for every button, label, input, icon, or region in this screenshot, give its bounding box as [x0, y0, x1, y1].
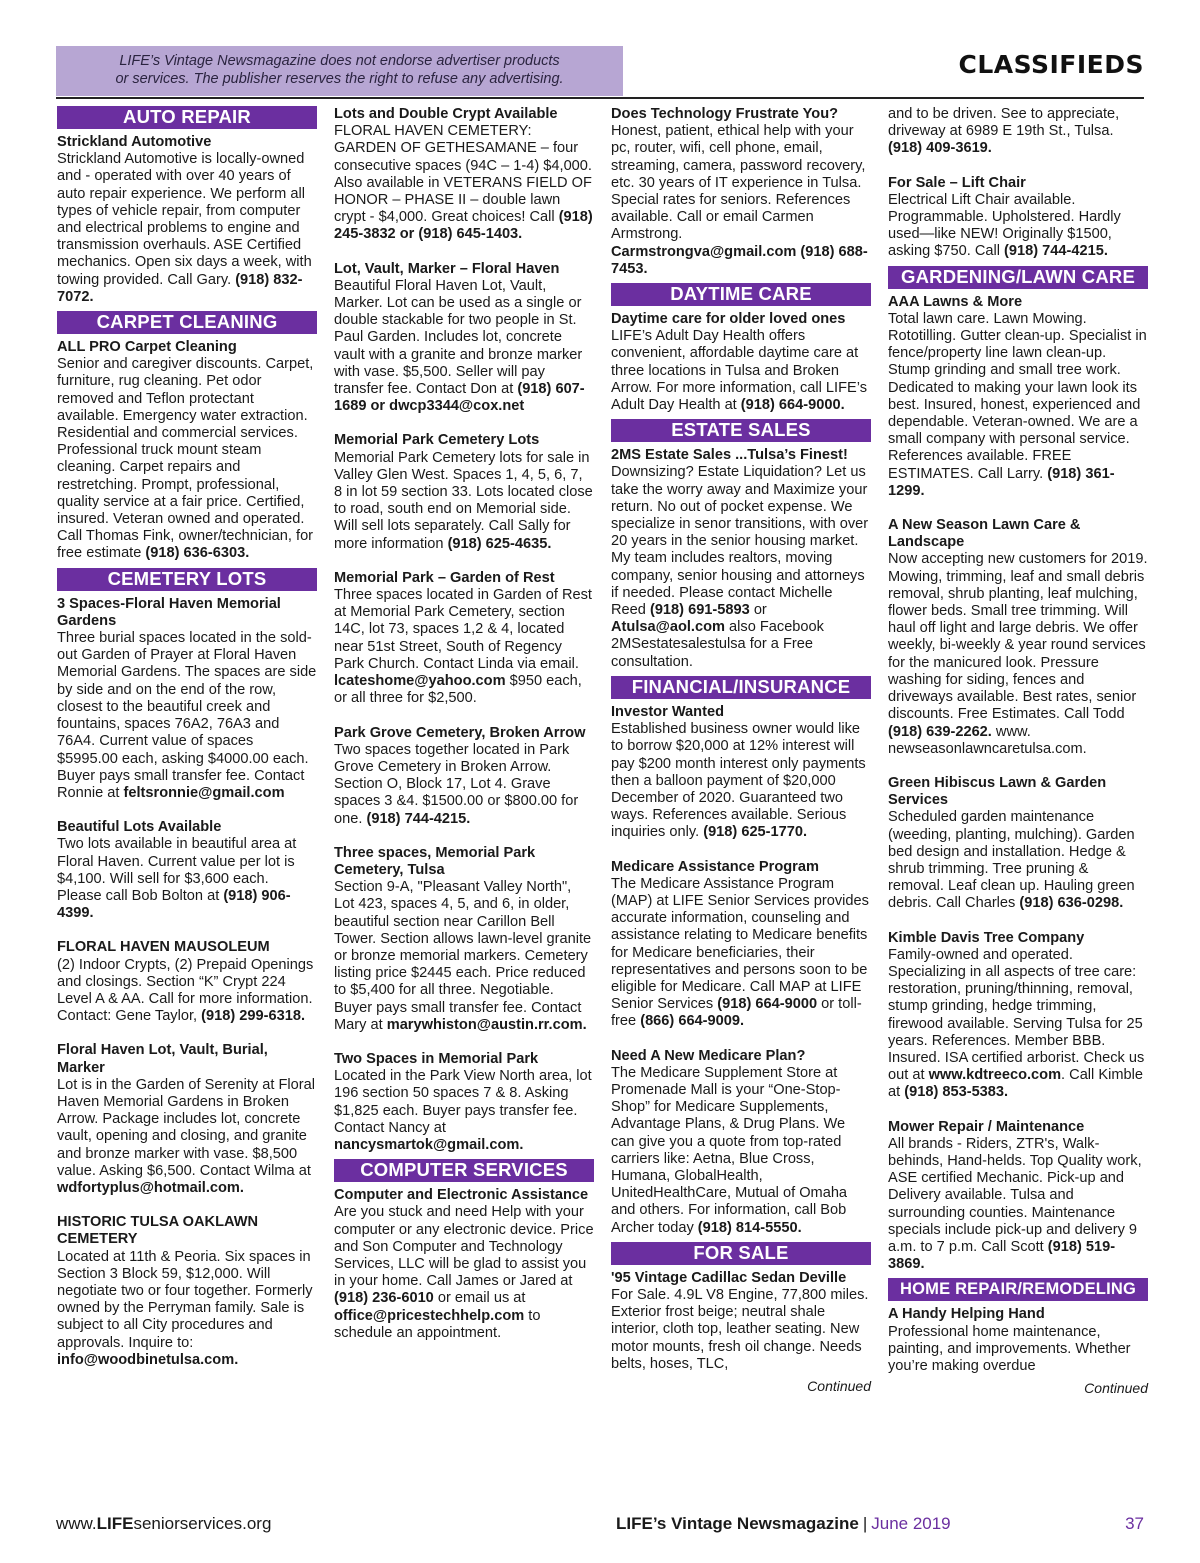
ad-contact[interactable]: lcateshome@yahoo.com [334, 673, 506, 690]
ad-body: Located at 11th & Peoria. Six spaces in Section 3 Block 59, $12,000. Will negotiate two or four together. Formerly owned by the Perryman family. Sale is subject to all City procedures and approvals. Inquire to: [57, 1248, 313, 1351]
ad-body: Professional home maintenance, painting, and improvements. Whether you’re making overdue [888, 1323, 1131, 1374]
ad-body: and to be driven. See to appreciate, driveway at 6989 E 19th St., Tulsa. [888, 106, 1120, 140]
ad-contact[interactable]: (918) 744-4215. [366, 810, 471, 827]
ad-contact[interactable]: (918) 639-2262. [888, 723, 992, 740]
ad-body: Located in the Park View North area, lot 196 section 50 spaces 7 & 8. Asking $1,825 each. Buyer pays transfer fee. Contact Nancy at [334, 1068, 592, 1136]
classified-ad [334, 1187, 594, 1342]
ad-contact[interactable]: (918) 236-6010 [334, 1290, 434, 1307]
classified-ad [57, 134, 317, 306]
continued-label: Continued [807, 1378, 871, 1394]
ad-body: (2) Indoor Crypts, (2) Prepaid Openings and closings. Section “K” Crypt 224 Level A & AA. Call for more information. Contact: Gene Taylor, [57, 956, 314, 1025]
category-header: COMPUTER SERVICES [334, 1159, 594, 1182]
category-header: CARPET CLEANING [57, 311, 317, 334]
continued-label: Continued [1084, 1380, 1148, 1397]
ad-body-cont: $950 each, or all three for $2,500. [334, 673, 582, 707]
ad-contact[interactable]: nancysmartok@gmail.com. [334, 1136, 524, 1153]
classified-ad [57, 819, 317, 922]
ad-heading: Green Hibiscus Lawn & Garden Services [888, 774, 1107, 809]
classified-ad [334, 106, 594, 244]
classified-ad [57, 1042, 317, 1197]
section-title: CLASSIFIEDS [958, 50, 1144, 79]
ad-body-cont: . Call Kimble at [888, 1067, 1143, 1101]
ad-heading: Need A New Medicare Plan? [611, 1047, 806, 1064]
category-header: FOR SALE [611, 1242, 871, 1265]
ad-heading: Medicare Assistance Program [611, 858, 819, 875]
ad-contact[interactable]: (918) 245-3832 or (918) 645-1403. [334, 209, 593, 243]
classified-ad [334, 845, 594, 1034]
ad-heading: AAA Lawns & More [888, 293, 1023, 310]
classified-ad [888, 775, 1148, 913]
ad-body: Senior and caregiver discounts. Carpet, furniture, rug cleaning. Pet odor removed and Teflon protectant available. Emergency water extraction. Residential and commercial services. Professional truck mount steam cleaning. Carpet repairs and restretching. Prompt, professional, quality service at a fair price. Certified, insured. Veteran owned and operated. Call Thomas Fink, owner/technician, for free estimate [57, 356, 314, 562]
ad-body: Total lawn care. Lawn Mowing. Rototilling. Gutter clean-up. Specialist in fence/property line lawn clean-up. Stump grinding and small tree work. Dedicated to making your lawn look its best. Insured, honest, experienced and dependable. Veteran-owned. We are a small company with personal service. References available. FREE ESTIMATES. Call Larry. [888, 310, 1147, 482]
ad-heading: Park Grove Cemetery, Broken Arrow [334, 724, 586, 741]
ad-heading: Memorial Park Cemetery Lots [334, 432, 540, 449]
ad-heading: Mower Repair / Maintenance [888, 1118, 1085, 1135]
ad-contact[interactable]: (918) 409-3619. [888, 140, 992, 157]
ad-contact[interactable]: feltsronnie@gmail.com [123, 784, 285, 801]
ad-body: Electrical Lift Chair available. Programmable. Upholstered. Hardly used—like NEW! Originally $1500, asking $750. Call [888, 191, 1121, 260]
ad-body: FLORAL HAVEN CEMETERY: GARDEN OF GETHESAMANE – four consecutive spaces (94C – 1-4) $4,000. Also available in VETERANS FIELD OF HONOR – PHASE II – double lawn crypt - $4,000. Great choices! Call [334, 123, 592, 226]
ad-heading: Lot, Vault, Marker – Floral Haven [334, 260, 560, 277]
ad-body-cont: also Facebook 2MSestatesalestulsa for a Free consultation. [611, 619, 824, 670]
ad-heading: Floral Haven Lot, Vault, Burial, Marker [57, 1042, 268, 1076]
ad-contact[interactable]: (918) 906-4399. [57, 887, 291, 922]
classified-ad [888, 1306, 1148, 1375]
ad-body: Three burial spaces located in the sold-out Garden of Prayer at Floral Haven Memorial Gardens. The spaces are side by side and on the end of the row, closest to the beautiful creek and fountains, spaces 76A2, 76A3 and 76A4. Current value of spaces $5995.00 each, asking $4000.00 each. Buyer pays small transfer fee. Contact Ronnie at [57, 630, 317, 801]
ad-body-cont: or email us at [433, 1290, 526, 1307]
ad-contact[interactable]: office@pricestechhelp.com [334, 1307, 525, 1324]
classified-ad [888, 294, 1148, 500]
ad-body: Strickland Automotive is locally-owned and - operated with over 40 years of auto repair experience. We perform all types of vehicle repair, from computer and electrical problems to engine and transmission overhauls. ASE Certified mechanics. Open six days a week, with towing provided. Call Gary. [57, 151, 312, 288]
classified-ad [888, 517, 1148, 758]
ad-body: The Medicare Assistance Program (MAP) at LIFE Senior Services provides accurate information, counseling and assistance relating to Medicare benefits for Medicare beneficiaries, their representatives and persons soon to be eligible for Medicare. Call MAP at LIFE Senior Services [611, 875, 869, 1013]
classified-ad [611, 1048, 871, 1237]
classified-ad [888, 175, 1148, 261]
classified-ad [611, 859, 871, 1031]
classified-ad [888, 1119, 1148, 1274]
ad-body-cont: or [749, 602, 767, 619]
ad-contact[interactable]: (918) 636-0298. [1019, 895, 1124, 912]
classified-ad [888, 106, 1148, 158]
ad-heading: ALL PRO Carpet Cleaning [57, 339, 237, 356]
ad-contact[interactable]: (918) 361-1299. [888, 465, 1115, 499]
ad-contact[interactable]: Carmstrongva@gmail.com (918) 688-7453. [611, 243, 868, 277]
column-1 [57, 106, 317, 1386]
classified-ad [334, 725, 594, 828]
category-header: CEMETERY LOTS [57, 568, 317, 591]
ad-contact[interactable]: Atulsa@aol.com [611, 619, 725, 636]
ad-body-cont: www. newseasonlawncaretulsa.com. [888, 723, 1087, 757]
classified-ad [611, 704, 871, 842]
category-header: DAYTIME CARE [611, 283, 871, 306]
ad-contact[interactable]: (918) 744-4215. [1004, 243, 1108, 260]
ad-body: Now accepting new customers for 2019. Mowing, trimming, leaf and small debris removal, shrub planting, leaf mulching, flower beds. Small tree trimming. Will haul off light and large debris. We offer weekly, bi-weekly & year round services for the manicured look. Pressure washing for siding, fences and driveways available. Best rates, senior discounts. Free Estimates. Call Todd [888, 551, 1148, 723]
ad-heading: Two Spaces in Memorial Park [334, 1050, 539, 1067]
disclaimer-line-1: LIFE’s Vintage Newsmagazine does not endorse advertiser products [119, 53, 560, 69]
ad-body: Family-owned and operated. Specializing in all aspects of tree care: restoration, pruning/thinning, removal, stump grinding, hedge trimming, firewood available. Serving Tulsa for 25 years. References. Member BBB. Insured. ISA certified arborist. Check us out at [888, 946, 1145, 1084]
ad-heading: 3 Spaces-Floral Haven Memorial Gardens [57, 595, 281, 629]
category-header: AUTO REPAIR [57, 106, 317, 129]
footer-website[interactable]: www.LIFEseniorservices.org [56, 1514, 272, 1533]
page-number: 37 [1125, 1514, 1144, 1533]
footer-date: June 2019 [871, 1514, 951, 1533]
ad-contact[interactable]: (918) 832-7072. [57, 271, 303, 305]
ad-heading: FLORAL HAVEN MAUSOLEUM [57, 939, 270, 956]
classified-ad [334, 261, 594, 416]
ad-heading: For Sale – Lift Chair [888, 174, 1026, 191]
classified-ad [611, 447, 871, 671]
ad-body: LIFE’s Adult Day Health offers convenient, affordable daytime care at three locations in Tulsa and Broken Arrow. For more information, call LIFE’s Adult Day Health at [611, 328, 868, 414]
ad-heading: Kimble Davis Tree Company [888, 929, 1085, 946]
disclaimer-banner [56, 46, 623, 96]
ad-contact[interactable]: (918) 299-6318. [201, 1008, 305, 1025]
ad-heading: 2MS Estate Sales ...Tulsa’s Finest! [611, 447, 848, 464]
ad-contact[interactable]: (866) 664-9009. [640, 1013, 745, 1030]
classified-ad [57, 339, 317, 563]
classified-ad [57, 939, 317, 1025]
ad-heading: Does Technology Frustrate You? [611, 106, 839, 122]
category-header: ESTATE SALES [611, 419, 871, 442]
ad-body: Section 9-A, "Pleasant Valley North", Lot 423, spaces 4, 5, and 6, in older, beautiful section near Carillon Bell Tower. Section allows lawn-level granite or bronze memorial markers. Cemetery listing price $2445 each. Price reduced to $5,400 for all three. Negotiable. Buyer pays small transfer fee. Contact Mary at [334, 879, 592, 1033]
ad-contact[interactable]: www.kdtreeco.com [928, 1067, 1062, 1084]
column-2 [334, 106, 594, 1359]
ad-body: Downsizing? Estate Liquidation? Let us take the worry away and Maximize your return. No out of pocket expense. We specialize in senor transitions, with over 20 years in the senior housing market. My team includes realtors, moving company, senior housing and attorneys if needed. Please contact Michelle Reed [611, 464, 869, 619]
ad-heading: Daytime care for older loved ones [611, 311, 846, 328]
classified-ad [334, 432, 594, 552]
ad-body-cont: to schedule an appointment. [334, 1307, 541, 1341]
category-header: FINANCIAL/INSURANCE [611, 676, 871, 699]
ad-body: Honest, patient, ethical help with your pc, router, wifi, cell phone, email, streaming, camera, password recovery, etc. 30 years of IT experience in Tulsa. Special rates for seniors. References available. Call or email Carmen Armstrong. [611, 123, 866, 243]
ad-heading: A Handy Helping Hand [888, 1306, 1045, 1323]
ad-body: Memorial Park Cemetery lots for sale in Valley Glen West. Spaces 1, 4, 5, 6, 7, 8 in lot 59 section 33. Lots located close to road, south end on Memorial side. Will sell lots separately. Call Sally for more information [334, 449, 593, 552]
classified-ad [611, 311, 871, 414]
ad-contact[interactable]: (918) 625-1770. [703, 824, 808, 841]
ad-contact[interactable]: wdfortyplus@hotmail.com. [57, 1179, 244, 1196]
classified-ad [611, 1270, 871, 1373]
column-4 [888, 106, 1148, 1397]
ad-heading: Beautiful Lots Available [57, 819, 222, 836]
category-header: HOME REPAIR/REMODELING [888, 1278, 1148, 1301]
ad-contact[interactable]: (918) 607-1689 or dwcp3344@cox.net [334, 381, 585, 415]
ad-body: Lot is in the Garden of Serenity at Floral Haven Memorial Gardens in Broken Arrow. Package includes lot, concrete vault, opening and closing, and granite and bronze marker with vase. $8,500 value. Asking $6,500. Contact Wilma at [57, 1076, 315, 1179]
ad-body-cont: or toll-free [611, 996, 862, 1030]
ad-contact[interactable]: (918) 853-5383. [904, 1084, 1009, 1101]
ad-body: Three spaces located in Garden of Rest at Memorial Park Cemetery, section 14C, lot 73, spaces 1,2 & 4, located near 51st Street, South of Regency Park Church. Contact Linda via email. [334, 587, 592, 672]
ad-body: For Sale. 4.9L V8 Engine, 77,800 miles. Exterior frost beige; neutral shale interior, cloth top, leather seating. New motor mounts, fresh oil change. Needs belts, hoses, TLC, [611, 1286, 869, 1372]
classified-ad [334, 1051, 594, 1154]
ad-heading: HISTORIC TULSA OAKLAWN CEMETERY [57, 1214, 259, 1248]
page-footer [56, 1514, 1144, 1536]
ad-body: All brands - Riders, ZTR's, Walk-behinds, Hand-helds. Top Quality work, ASE certified Mechanic. Pick-up and Delivery available. Tulsa and surrounding counties. Maintenance specials include pick-up and delivery 9 a.m. to 7 p.m. Call Scott [888, 1135, 1142, 1255]
category-header: GARDENING/LAWN CARE [888, 266, 1148, 289]
ad-body: Are you stuck and need Help with your computer or any electronic device. Price and Son Computer and Technology Services, LLC will be glad to assist you in your home. Call James or Jared at [334, 1204, 594, 1290]
ad-body: The Medicare Supplement Store at Promenade Mall is your “One-Stop-Shop” for Medicare Supplements, Advantage Plans, & Drug Plans. We can give you a quote from top-rated carriers like: Aetna, Blue Cross, Humana, GlobalHealth, UnitedHealthCare, Mutual of Omaha and others. For information, call Bob Archer today [611, 1064, 848, 1236]
ad-heading: '95 Vintage Cadillac Sedan Deville [611, 1269, 847, 1286]
ad-contact[interactable]: (918) 814-5550. [697, 1219, 802, 1236]
ad-contact[interactable]: (918) 636-6303. [145, 545, 250, 562]
footer-magazine: LIFE’s Vintage Newsmagazine | June 2019 [616, 1514, 951, 1533]
ad-body: Scheduled garden maintenance (weeding, planting, mulching). Garden bed design and installation. Hedge & shrub trimming. Tree pruning & removal. Leaf clean up. Hauling green debris. Call Charles [888, 809, 1135, 912]
ad-heading: Strickland Automotive [57, 134, 212, 150]
column-3 [611, 106, 871, 1395]
ad-contact[interactable]: info@woodbinetulsa.com. [57, 1351, 239, 1368]
ad-heading: Memorial Park – Garden of Rest [334, 569, 555, 586]
ad-heading: A New Season Lawn Care & Landscape [888, 517, 1081, 551]
ad-heading: Three spaces, Memorial Park Cemetery, Tulsa [334, 844, 536, 878]
classified-ad [611, 106, 871, 278]
ad-body: Two spaces together located in Park Grove Cemetery in Broken Arrow. Section O, Block 17, Lot 4. Grave spaces 3 &4. $1500.00 or $800.00 for one. [334, 741, 579, 827]
classified-ad [334, 570, 594, 708]
ad-heading: Computer and Electronic Assistance [334, 1187, 589, 1204]
ad-contact[interactable]: (918) 664-9000. [740, 397, 845, 414]
ad-body: Two lots available in beautiful area at Floral Haven. Current value per lot is $4,100. Will sell for $3,600 each. Please call Bob Bolton at [57, 836, 297, 904]
ad-contact[interactable]: marywhiston@austin.rr.com. [386, 1016, 587, 1033]
classified-ad [888, 930, 1148, 1102]
ad-body: Beautiful Floral Haven Lot, Vault, Marker. Lot can be used as a single or double stackable for two people in St. Paul Garden. Includes lot, concrete vault with a granite and bronze marker with vase. $5,500. Seller will pay transfer fee. Contact Don at [334, 277, 583, 398]
title-divider [56, 97, 1144, 99]
ad-contact[interactable]: (918) 664-9000 [717, 996, 818, 1013]
ad-contact[interactable]: (918) 625-4635. [447, 535, 552, 552]
classified-ad [57, 1214, 317, 1369]
disclaimer-line-2: or services. The publisher reserves the right to refuse any advertising. [115, 71, 564, 87]
ad-contact[interactable]: (918) 519-3869. [888, 1238, 1116, 1273]
ad-heading: Investor Wanted [611, 703, 724, 720]
ad-body: Established business owner would like to borrow $20,000 at 12% interest will pay $200 month interest only payments then a balloon payment of $20,000 December of 2020. Guaranteed two ways. References available. Serious inquiries only. [611, 721, 866, 841]
ad-contact[interactable]: (918) 691-5893 [649, 602, 750, 619]
ad-heading: Lots and Double Crypt Available [334, 106, 558, 122]
classified-ad [57, 596, 317, 802]
